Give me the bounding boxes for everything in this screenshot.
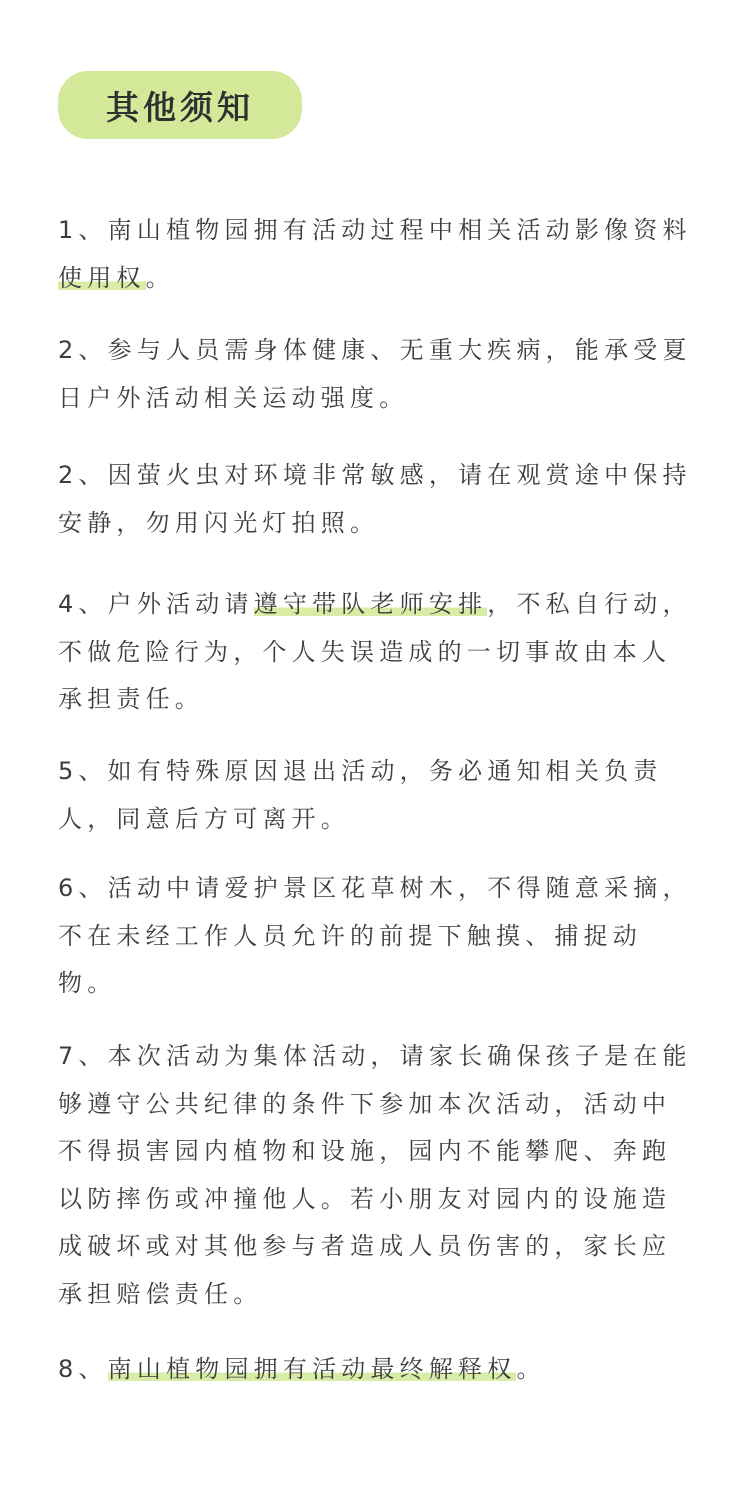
notice-item-5-text: 5、如有特殊原因退出活动，务必通知相关负责人，同意后方可离开。	[58, 757, 663, 833]
notice-item-4-rest: ，不私自行动，不做危险行为，个人失误造成的一切事故由本人承担责任。	[58, 590, 692, 713]
notice-item-3-text: 2、因萤火虫对环境非常敏感，请在观赏途中保持安静，勿用闪光灯拍照。	[58, 461, 692, 537]
notice-item-2-text: 2、参与人员需身体健康、无重大疾病，能承受夏日户外活动相关运动强度。	[58, 336, 692, 412]
notice-item-7-text: 7、本次活动为集体活动，请家长确保孩子是在能够遵守公共纪律的条件下参加本次活动，活动中不得损害园内植物和设施，园内不能攀爬、奔跑以防摔伤或冲撞他人。若小朋友对园内的设施造成破坏或对其他参与者造成人员伤害的，家长应承担赔偿责任。	[58, 1042, 692, 1308]
notice-item-8-text: 8、	[58, 1355, 108, 1383]
notice-item-1	[58, 207, 698, 302]
notice-item-6	[58, 865, 698, 1008]
notice-item-7	[58, 1033, 698, 1318]
notice-item-2	[58, 327, 698, 422]
notice-item-8	[58, 1346, 698, 1394]
notice-item-8-highlight: 南山植物园拥有活动最终解释权	[107, 1355, 517, 1383]
notice-item-1-highlight: 使用权	[58, 263, 146, 292]
notice-item-1-end: 。	[145, 263, 175, 292]
notice-item-1-text: 1、南山植物园拥有活动过程中相关活动影像资料	[58, 216, 692, 244]
notice-item-5	[58, 748, 698, 843]
notice-item-4-text: 4、户外活动请	[58, 590, 254, 618]
notice-item-3	[58, 452, 698, 547]
section-title-badge	[58, 71, 302, 139]
notice-item-6-text: 6、活动中请爱护景区花草树木，不得随意采摘，不在未经工作人员允许的前提下触摸、捕捉动物。	[58, 874, 692, 997]
notice-item-4-highlight: 遵守带队老师安排	[253, 590, 488, 618]
section-title: 其他须知	[106, 87, 254, 127]
notice-item-8-end: 。	[516, 1355, 546, 1383]
notice-item-4	[58, 581, 698, 724]
